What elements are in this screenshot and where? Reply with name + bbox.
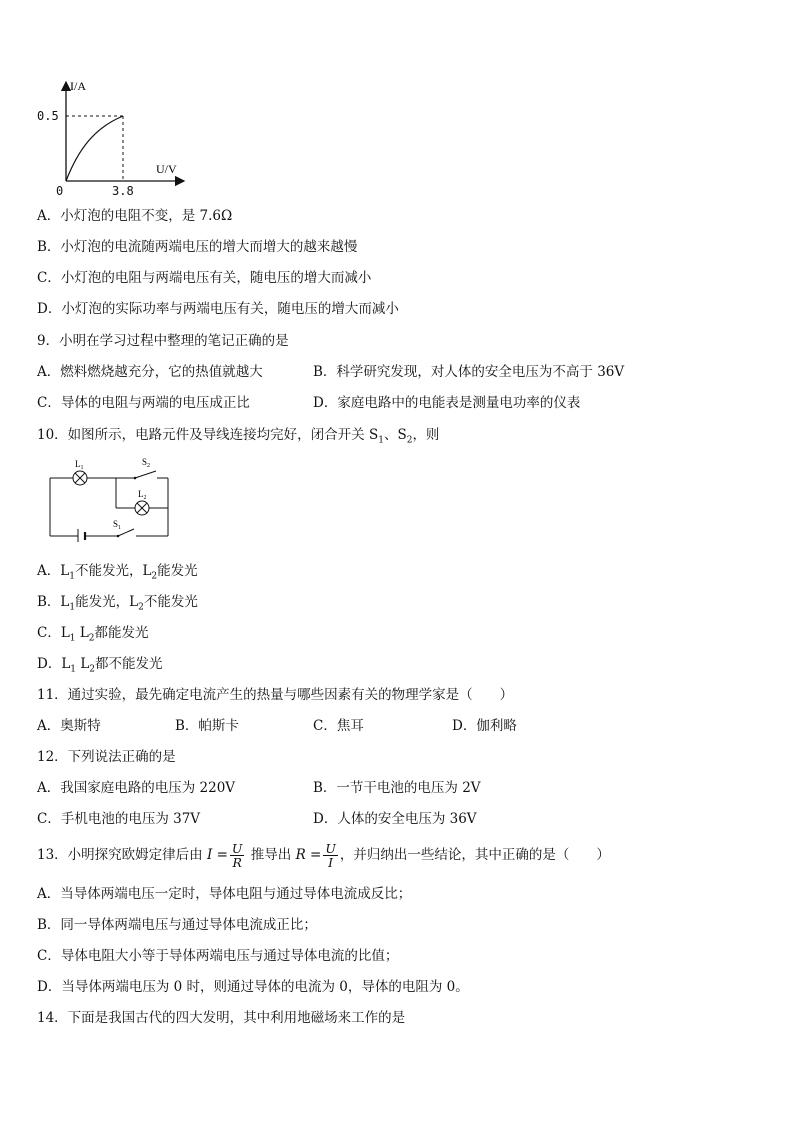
q13-option-c: C．导体电阻大小等于导体两端电压与通过导体电流的比值； <box>37 948 399 964</box>
label-l2: $L_2$ <box>138 489 147 501</box>
q13-option-b: B．同一导体两端电压与通过导体电流成正比； <box>37 917 317 933</box>
q11-stem: 11．通过实验，最先确定电流产生的热量与哪些因素有关的物理学家是（ ） <box>37 687 514 703</box>
q10-stem-sub2: 2 <box>406 435 413 446</box>
q13-option-d: D．当导体两端电压为 0 时，则通过导体的电流为 0，导体的电阻为 0。 <box>37 979 469 995</box>
q10-stem-mid: 、S <box>383 427 407 443</box>
q10-stem-end: ，则 <box>412 427 440 443</box>
q11-option-b: B．帕斯卡 <box>175 718 239 734</box>
q10-option-b: B．$L_1$能发光，$L_2$不能发光 <box>37 594 198 613</box>
q9-option-b: B．科学研究发现，对人体的安全电压为不高于 36V <box>313 364 625 380</box>
y-tick-label: 0.5 <box>37 109 59 123</box>
q11-option-c: C．焦耳 <box>313 718 364 734</box>
q10-stem <box>37 426 439 450</box>
q11-option-a: A．奥斯特 <box>37 718 101 734</box>
q13-stem <box>37 838 610 872</box>
resistance-formula-fraction: $\frac{U}{I}$ <box>325 841 336 870</box>
q10-option-c: C．$L_1$ $L_2$都能发光 <box>37 625 149 644</box>
origin-label: 0 <box>56 184 64 198</box>
q14-stem: 14．下面是我国古代的四大发明，其中利用地磁场来工作的是 <box>37 1010 406 1026</box>
q8-option-c: C．小灯泡的电阻与两端电压有关，随电压的增大而减小 <box>37 270 372 286</box>
q8-option-b: B．小灯泡的电流随两端电压的增大而增大的越来越慢 <box>37 239 358 255</box>
q9-stem: 9．小明在学习过程中整理的笔记正确的是 <box>37 333 289 349</box>
q12-option-c: C．手机电池的电压为 37V <box>37 811 201 827</box>
q12-option-d: D．人体的安全电压为 36V <box>313 811 477 827</box>
q10-stem-sub1: 1 <box>378 435 384 446</box>
switch-s2-blade <box>135 471 156 478</box>
x-tick-label: 3.8 <box>112 184 134 198</box>
iu-graph <box>30 76 190 200</box>
q13-option-a: A．当导体两端电压一定时，导体电阻与通过导体电流成反比； <box>37 886 412 902</box>
q12-stem: 12．下列说法正确的是 <box>37 749 176 765</box>
q9-option-d: D．家庭电路中的电能表是测量电功率的仪表 <box>313 395 581 411</box>
q8-option-d: D．小灯泡的实际功率与两端电压有关，随电压的增大而减小 <box>37 301 399 317</box>
q10-stem-text: 10．如图所示，电路元件及导线连接均完好，闭合开关 S <box>37 427 379 443</box>
label-s2: $S_2$ <box>142 457 151 469</box>
q12-option-a: A．我国家庭电路的电压为 220V <box>37 780 236 796</box>
label-s1: $S_1$ <box>113 519 122 531</box>
y-axis-label: I/A <box>70 79 86 93</box>
q13-stem-text: 13．小明探究欧姆定律后由 <box>37 847 203 863</box>
iu-curve <box>66 116 123 181</box>
label-l1: $L_1$ <box>75 459 84 471</box>
x-axis-label: U/V <box>156 162 177 176</box>
q12-option-b: B．一节干电池的电压为 2V <box>313 780 481 796</box>
q13-stem-end: ，并归纳出一些结论，其中正确的是（ ） <box>339 847 610 863</box>
ohm-law-fraction: $\frac{U}{R}$ <box>231 841 243 870</box>
q13-stem-mid: 推导出 <box>250 847 292 863</box>
q10-option-d: D．$L_1$ $L_2$都不能发光 <box>37 656 163 675</box>
ohm-law-lhs: I = <box>206 847 228 863</box>
q9-option-a: A．燃料燃烧越充分，它的热值就越大 <box>37 364 263 380</box>
circuit-diagram <box>44 456 174 542</box>
q11-option-d: D．伽利略 <box>452 718 517 734</box>
resistance-formula-lhs: R = <box>295 847 322 863</box>
q10-option-a: A．$L_1$不能发光，$L_2$能发光 <box>37 563 198 582</box>
q9-option-c: C．导体的电阻与两端的电压成正比 <box>37 395 250 411</box>
q8-option-a: A．小灯泡的电阻不变，是 7.6Ω <box>37 208 233 224</box>
